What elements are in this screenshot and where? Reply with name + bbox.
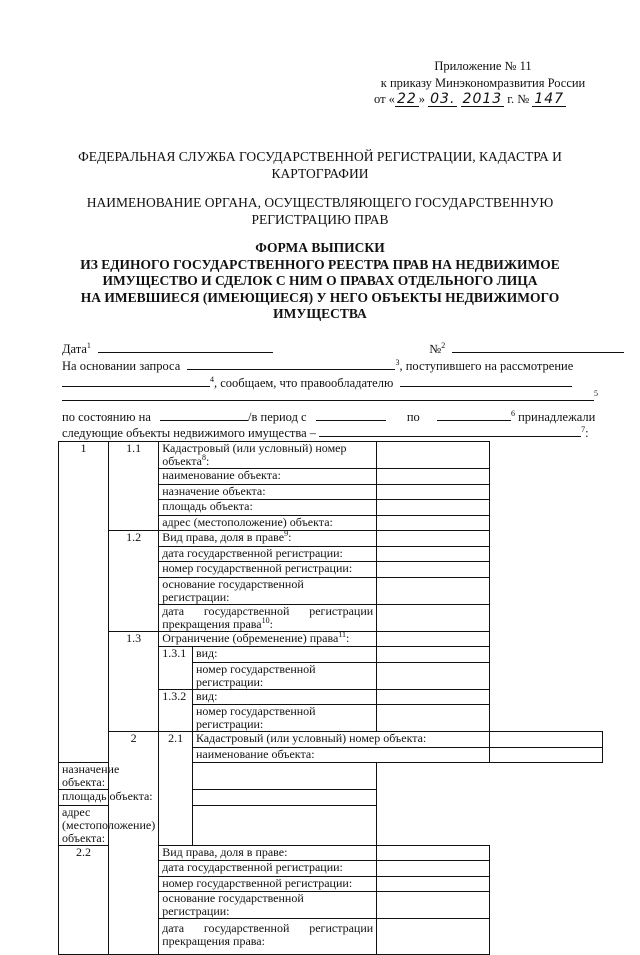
- holder-row: 5: [62, 389, 602, 404]
- handwritten-year: 2013: [462, 91, 503, 107]
- appendix-block: [368, 58, 598, 107]
- as-of-field[interactable]: [160, 409, 248, 421]
- table-row: номер государственной регистрации:: [59, 876, 603, 892]
- org-title: ФЕДЕРАЛЬНАЯ СЛУЖБА ГОСУДАРСТВЕННОЙ РЕГИСТРАЦИИ, КАДАСТРА И КАРТОГРАФИИ: [78, 149, 562, 181]
- table-row: 1.3.2 вид:: [59, 689, 603, 705]
- table-row: дата государственной регистрации прекращения права$^{10}$:: [59, 604, 603, 631]
- table-row: номер государственной регистрации:: [59, 662, 603, 689]
- to-label: по: [406, 410, 420, 424]
- holder-name-field[interactable]: [62, 389, 594, 401]
- table-row: номер государственной регистрации:: [59, 705, 603, 732]
- table-row: 2.2 Вид права, доля в праве:: [59, 845, 603, 861]
- number-label: №: [429, 342, 442, 356]
- section-number: 2.1: [159, 732, 193, 846]
- table-row: площадь объекта:: [59, 500, 603, 516]
- received-row: $^4$, сообщаем, что правообладателю: [62, 375, 602, 390]
- inform-label: , сообщаем, что правообладателю: [214, 376, 394, 390]
- basis-label: На основании запроса: [62, 359, 181, 373]
- section-number: 1.1: [109, 442, 159, 531]
- table-row: номер государственной регистрации:: [59, 562, 603, 578]
- objects-label: следующие объекты недвижимого имущества –: [62, 426, 317, 440]
- period-row: по состоянию на /в период с по $^6$ принадлежали: [62, 408, 596, 424]
- appendix-date-line: от « 22 » 03. 2013 г. № 147: [374, 91, 565, 107]
- basis-row: На основании запроса $^3$, поступившего на рассмотрение: [62, 357, 574, 373]
- table-row: назначение объекта:: [59, 763, 603, 790]
- holder-field[interactable]: [400, 375, 572, 387]
- table-row: 2 2.1 Кадастровый (или условный) номер объекта:: [59, 732, 603, 748]
- value-cell[interactable]: [377, 442, 490, 469]
- handwritten-order-number: 147: [534, 91, 565, 107]
- section-number: 2.2: [59, 845, 109, 955]
- as-of-label: по состоянию на: [62, 410, 151, 424]
- objects-row: следующие объекты недвижимого имущества – $^7$:: [62, 424, 589, 440]
- object-number: 2: [109, 732, 159, 955]
- table-row: дата государственной регистрации:: [59, 861, 603, 877]
- period-from-field[interactable]: [316, 409, 386, 421]
- table-row: основание государственной регистрации:: [59, 892, 603, 919]
- table-row: 1.2 Вид права, доля в праве$^9$:: [59, 531, 603, 547]
- appendix-order: к приказу Минэкономразвития России: [380, 76, 586, 90]
- table-row: площадь объекта:: [59, 790, 603, 806]
- cadastral-label: Кадастровый (или условный) номер объекта$^8$:: [159, 442, 377, 469]
- handwritten-day: 22: [396, 91, 417, 107]
- table-row: [59, 442, 603, 469]
- table-row: адрес (местоположение) объекта:: [59, 515, 603, 531]
- request-field[interactable]: [187, 358, 395, 370]
- table-row: 1.3 Ограничение (обременение) права$^{11}$:: [59, 631, 603, 647]
- table-row: дата государственной регистрации:: [59, 546, 603, 562]
- objects-table: [58, 441, 603, 955]
- received-label: , поступившего на рассмотрение: [399, 359, 574, 373]
- number-field[interactable]: [452, 341, 624, 353]
- table-row: 1.3.1 вид:: [59, 647, 603, 663]
- period-label: /в период с: [248, 410, 307, 424]
- handwritten-month: 03.: [430, 91, 456, 107]
- form-title: ФОРМА ВЫПИСКИ ИЗ ЕДИНОГО ГОСУДАРСТВЕННОГО РЕЕСТРА ПРАВ НА НЕДВИЖИМОЕ ИМУЩЕСТВО И СДЕЛОК С НИМ О ПРАВАХ ОТДЕЛЬНОГО ЛИЦА НА ИМЕВШИЕСЯ (ИМЕЮЩИЕСЯ) У НЕГО ОБЪЕКТЫ НЕДВИЖИМОГО ИМУЩЕСТВА: [80, 240, 560, 321]
- period-to-field[interactable]: [437, 409, 511, 421]
- date-label: Дата: [62, 342, 87, 356]
- object-number: 1: [59, 442, 109, 763]
- date-field[interactable]: [98, 341, 273, 353]
- org-body-title: НАИМЕНОВАНИЕ ОРГАНА, ОСУЩЕСТВЛЯЮЩЕГО ГОСУДАРСТВЕННУЮ РЕГИСТРАЦИЮ ПРАВ: [86, 195, 554, 227]
- date-number-row: Дата$^1$ №$^2$: [62, 341, 602, 356]
- belonged-label: принадлежали: [518, 410, 596, 424]
- table-row: наименование объекта:: [59, 469, 603, 485]
- section-number: 1.3: [109, 631, 159, 732]
- appendix-number: Приложение № 11: [434, 59, 532, 73]
- table-row: назначение объекта:: [59, 484, 603, 500]
- table-row: наименование объекта:: [59, 747, 603, 763]
- table-row: адрес (местоположение) объекта:: [59, 805, 603, 845]
- table-row: дата государственной регистрации прекращения права:: [59, 919, 603, 955]
- table-row: основание государственной регистрации:: [59, 577, 603, 604]
- section-number: 1.2: [109, 531, 159, 632]
- received-date-field[interactable]: [62, 375, 210, 387]
- objects-field[interactable]: [319, 425, 581, 437]
